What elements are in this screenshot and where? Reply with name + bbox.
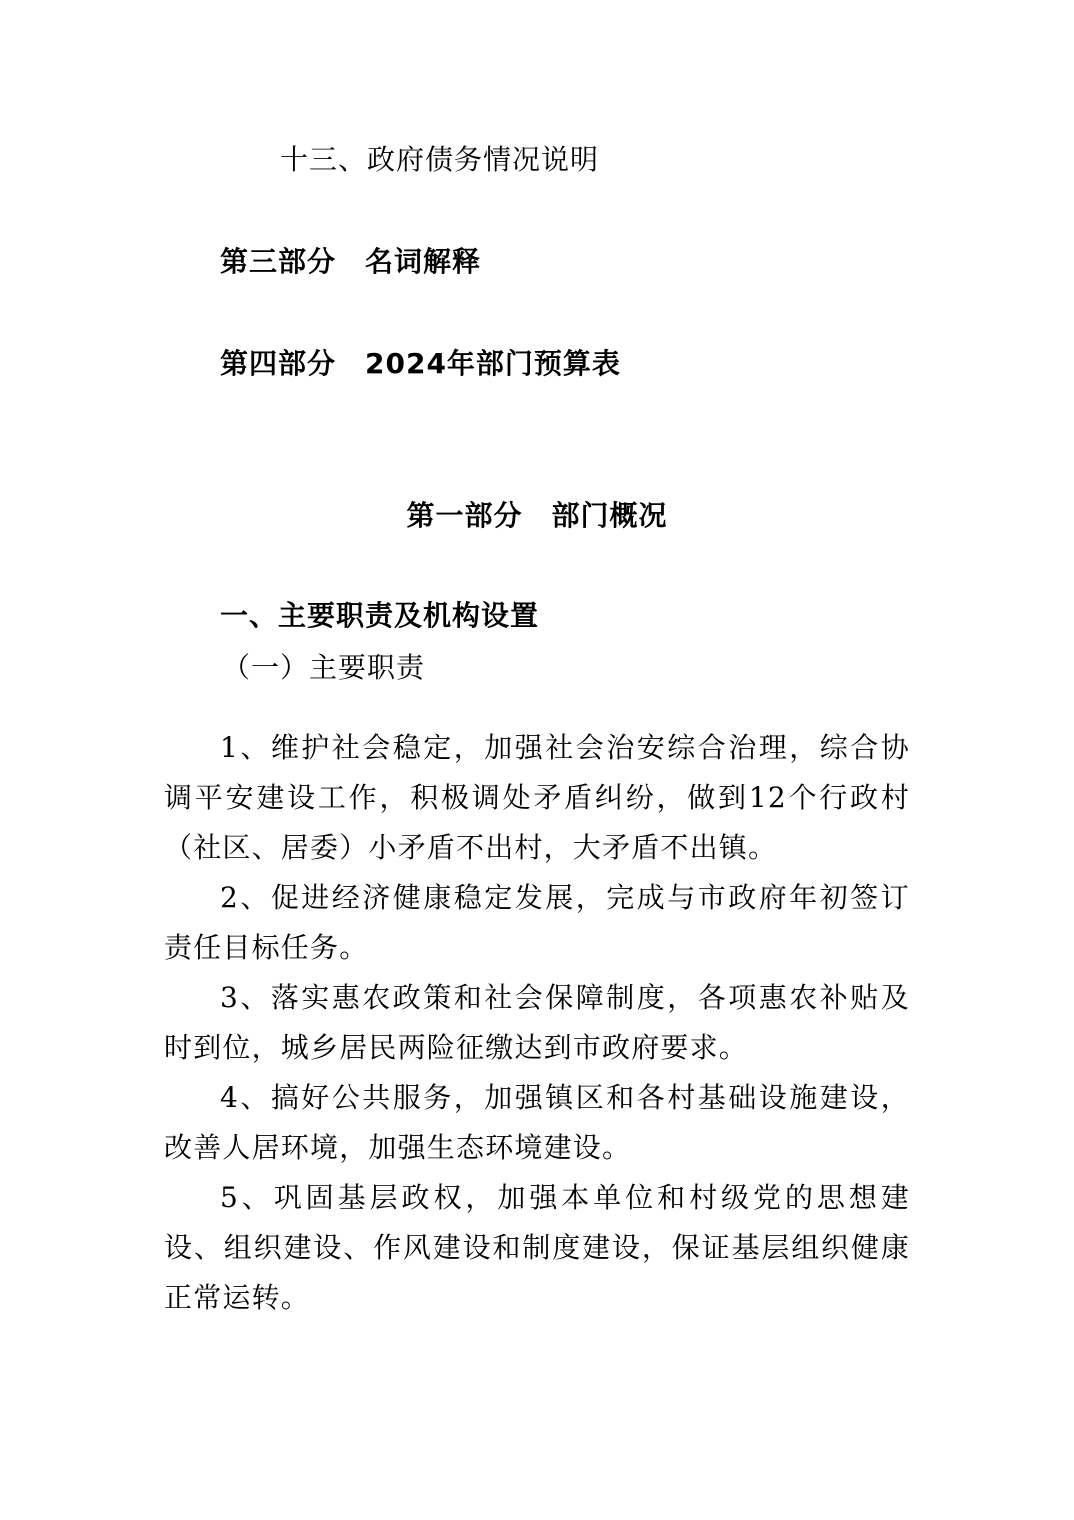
duty-paragraph-5: 5、巩固基层政权，加强本单位和村级党的思想建设、组织建设、作风建设和制度建设，保证基层组织健康正常运转。 xyxy=(164,1181,910,1314)
duty-paragraph-4: 4、搞好公共服务，加强镇区和各村基础设施建设，改善人居环境，加强生态环境建设。 xyxy=(164,1081,910,1164)
toc-part-3-heading: 第三部分 名词解释 xyxy=(220,245,482,278)
toc-part-4-heading: 第四部分 2024年部门预算表 xyxy=(220,347,621,380)
duty-paragraph-3: 3、落实惠农政策和社会保障制度，各项惠农补贴及时到位，城乡居民两险征缴达到市政府要求。 xyxy=(164,981,910,1064)
duty-paragraph-1: 1、维护社会稳定，加强社会治安综合治理，综合协调平安建设工作，积极调处矛盾纠纷，做到12个行政村（社区、居委）小矛盾不出村，大矛盾不出镇。 xyxy=(164,731,910,864)
duty-paragraph-2: 2、促进经济健康稳定发展，完成与市政府年初签订责任目标任务。 xyxy=(164,881,910,964)
section-1-title: 一、主要职责及机构设置 xyxy=(220,599,540,632)
toc-item-13: 十三、政府债务情况说明 xyxy=(280,143,600,176)
part-1-title: 第一部分 部门概况 xyxy=(406,499,668,532)
subsection-1-title: （一）主要职责 xyxy=(222,651,426,684)
